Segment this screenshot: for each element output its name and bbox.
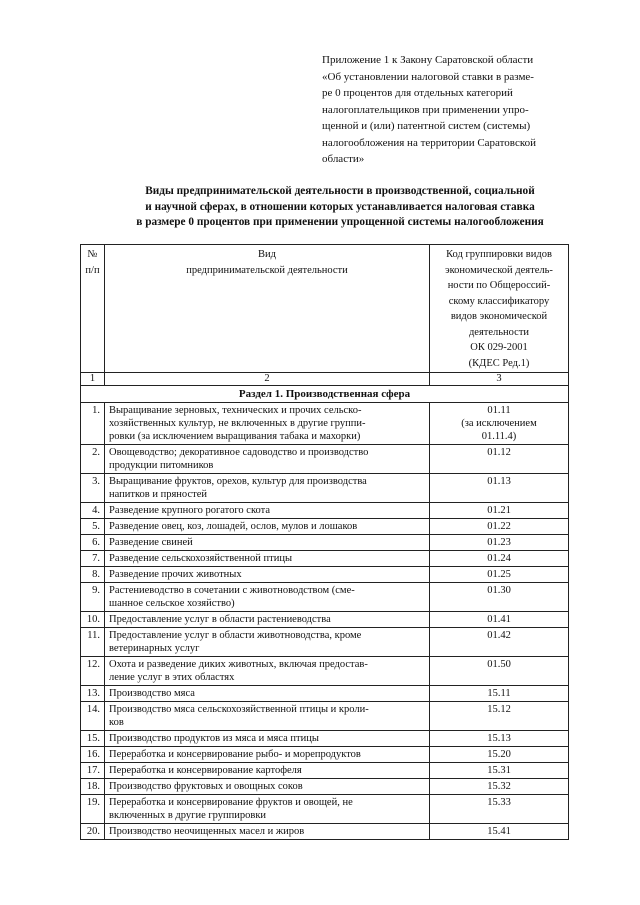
okved-code-cell: [430, 702, 569, 731]
okved-code-cell: [430, 657, 569, 686]
section-title: Раздел 1. Производственная сфера: [81, 386, 569, 403]
activity-line: ление услуг в этих областях: [109, 672, 235, 683]
header-code-line: ности по Общероссий-: [447, 280, 551, 291]
activity-line: ветеринарных услуг: [109, 643, 200, 654]
code-line: 01.22: [487, 521, 511, 532]
header-num-line: №: [87, 249, 98, 260]
row-number: 18.: [81, 779, 105, 795]
activity-line: Производство фруктовых и овощных соков: [109, 781, 303, 792]
table-row: [81, 403, 569, 445]
table-row: [81, 702, 569, 731]
activity-cell: [105, 779, 430, 795]
activity-line: включенных в другие группировки: [109, 810, 267, 821]
activity-line: Растениеводство в сочетании с животноводством (сме-: [109, 585, 355, 596]
code-line: 01.42: [487, 630, 511, 641]
column-index-cell: 2: [105, 373, 430, 386]
appendix-line: Приложение 1 к Закону Саратовской области: [322, 54, 534, 66]
activity-line: Разведение овец, коз, лошадей, ослов, мулов и лошаков: [109, 521, 358, 532]
activity-cell: [105, 747, 430, 763]
okved-code-cell: [430, 567, 569, 583]
table-row: [81, 503, 569, 519]
code-line: 15.12: [487, 704, 511, 715]
code-line: (за исключением: [461, 418, 537, 429]
activity-line: Разведение сельскохозяйственной птицы: [109, 553, 293, 564]
column-index-cell: 3: [430, 373, 569, 386]
code-line: 01.11.4): [481, 431, 517, 442]
table-row: [81, 657, 569, 686]
table-row: [81, 763, 569, 779]
okved-code-cell: [430, 779, 569, 795]
table-row: [81, 519, 569, 535]
row-number: 9.: [81, 583, 105, 612]
activity-line: Охота и разведение диких животных, включая предостав-: [109, 659, 368, 670]
code-line: 01.11: [487, 405, 511, 416]
title-line: в размере 0 процентов при применении упрощенной системы налогообложения: [136, 216, 544, 228]
activity-line: Разведение прочих животных: [109, 569, 242, 580]
activity-line: хозяйственных культур, не включенных в другие группи-: [109, 418, 366, 429]
row-number: 1.: [81, 403, 105, 445]
row-number: 12.: [81, 657, 105, 686]
activity-cell: [105, 763, 430, 779]
activity-line: ков: [109, 717, 124, 728]
activity-cell: [105, 445, 430, 474]
section-row: [81, 386, 569, 403]
activity-line: Производство мяса сельскохозяйственной птицы и кроли-: [109, 704, 369, 715]
table-row: [81, 795, 569, 824]
okved-code-cell: [430, 403, 569, 445]
activity-cell: [105, 519, 430, 535]
activity-line: ровки (за исключением выращивания табака и махорки): [109, 431, 361, 442]
row-number: 4.: [81, 503, 105, 519]
header-code-cell: [430, 245, 569, 373]
appendix-line: налогообложения на территории Саратовской: [322, 136, 536, 149]
code-line: 15.32: [487, 781, 511, 792]
table-row: [81, 445, 569, 474]
row-number: 10.: [81, 612, 105, 628]
okved-code-cell: [430, 612, 569, 628]
appendix-line: «Об установлении налоговой ставки в разме-: [322, 70, 534, 83]
header-activity-line: предпринимательской деятельности: [186, 264, 348, 276]
activity-line: Производство продуктов из мяса и мяса птицы: [109, 733, 319, 744]
appendix-line: ре 0 процентов для отдельных категорий: [322, 87, 513, 99]
activity-cell: [105, 628, 430, 657]
activity-cell: [105, 731, 430, 747]
header-code-line: Код группировки видов: [446, 249, 552, 260]
code-line: 15.33: [487, 797, 511, 808]
code-line: 01.12: [487, 447, 511, 458]
row-number: 3.: [81, 474, 105, 503]
code-line: 01.24: [487, 553, 511, 564]
header-code-line: (КДЕС Ред.1): [468, 357, 530, 369]
okved-code-cell: [430, 551, 569, 567]
title-line: Виды предпринимательской деятельности в производственной, социальной: [145, 185, 535, 197]
column-index-cell: 1: [81, 373, 105, 386]
activity-cell: [105, 702, 430, 731]
table-row: [81, 612, 569, 628]
row-number: 15.: [81, 731, 105, 747]
code-line: 15.41: [487, 826, 511, 837]
activity-cell: [105, 503, 430, 519]
activity-cell: [105, 612, 430, 628]
row-number: 16.: [81, 747, 105, 763]
row-number: 7.: [81, 551, 105, 567]
table-row: [81, 474, 569, 503]
activity-cell: [105, 583, 430, 612]
activity-line: Выращивание зерновых, технических и прочих сельско-: [109, 405, 362, 416]
header-code-line: скому классификатору: [448, 295, 550, 307]
row-number: 14.: [81, 702, 105, 731]
table-row: [81, 583, 569, 612]
row-number: 6.: [81, 535, 105, 551]
activity-table: [80, 244, 569, 840]
okved-code-cell: [430, 583, 569, 612]
table-row: [81, 551, 569, 567]
activity-line: Производство неочищенных масел и жиров: [109, 826, 305, 837]
header-activity-cell: [105, 245, 430, 373]
table-row: [81, 686, 569, 702]
code-line: 01.21: [487, 505, 511, 516]
activity-cell: [105, 567, 430, 583]
code-line: 15.20: [487, 749, 511, 760]
code-line: 15.13: [487, 733, 511, 744]
okved-code-cell: [430, 824, 569, 840]
okved-code-cell: [430, 445, 569, 474]
okved-code-cell: [430, 519, 569, 535]
code-line: 01.41: [487, 614, 511, 625]
activity-line: Овощеводство; декоративное садоводство и производство: [109, 447, 369, 458]
okved-code-cell: [430, 747, 569, 763]
row-number: 11.: [81, 628, 105, 657]
activity-cell: [105, 657, 430, 686]
header-num-cell: [81, 245, 105, 373]
activity-line: Предоставление услуг в области растениеводства: [109, 614, 331, 625]
row-number: 19.: [81, 795, 105, 824]
table-row: [81, 567, 569, 583]
okved-code-cell: [430, 731, 569, 747]
header-code-line: ОК 029-2001: [470, 342, 528, 353]
code-line: 01.13: [487, 476, 511, 487]
activity-line: Производство мяса: [109, 688, 195, 699]
activity-cell: [105, 403, 430, 445]
code-line: 01.25: [487, 569, 511, 580]
activity-cell: [105, 824, 430, 840]
activity-cell: [105, 535, 430, 551]
okved-code-cell: [430, 686, 569, 702]
table-row: [81, 535, 569, 551]
activity-line: Переработка и консервирование рыбо- и морепродуктов: [109, 749, 361, 760]
header-code-line: видов экономической: [450, 311, 548, 322]
table-header-row: [81, 245, 569, 373]
header-num-line: п/п: [85, 264, 100, 276]
activity-cell: [105, 551, 430, 567]
okved-code-cell: [430, 474, 569, 503]
header-code-line: деятельности: [468, 326, 530, 338]
title-line: и научной сферах, в отношении которых устанавливается налоговая ставка: [145, 200, 535, 213]
activity-cell: [105, 795, 430, 824]
row-number: 5.: [81, 519, 105, 535]
code-line: 01.23: [487, 537, 511, 548]
row-number: 13.: [81, 686, 105, 702]
appendix-line: налогоплательщиков при применении упро-: [322, 103, 529, 116]
activity-line: Разведение свиней: [109, 537, 193, 548]
column-index-row: [81, 373, 569, 386]
code-line: 15.31: [487, 765, 511, 776]
okved-code-cell: [430, 535, 569, 551]
table-row: [81, 824, 569, 840]
activity-line: Переработка и консервирование фруктов и овощей, не: [109, 797, 353, 808]
header-activity-line: Вид: [258, 249, 276, 260]
appendix-line: области»: [322, 153, 365, 165]
appendix-reference: [322, 52, 590, 168]
row-number: 8.: [81, 567, 105, 583]
activity-line: шанное сельское хозяйство): [109, 598, 235, 609]
document-title: [60, 184, 620, 231]
table-row: [81, 731, 569, 747]
header-code-line: экономической деятель-: [445, 264, 553, 276]
appendix-line: щенной и (или) патентной систем (системы): [322, 120, 531, 132]
activity-line: Выращивание фруктов, орехов, культур для производства: [109, 476, 367, 487]
table-row: [81, 747, 569, 763]
activity-cell: [105, 686, 430, 702]
activity-line: Переработка и консервирование картофеля: [109, 765, 302, 776]
activity-line: Разведение крупного рогатого скота: [109, 505, 270, 516]
table-row: [81, 628, 569, 657]
row-number: 2.: [81, 445, 105, 474]
row-number: 17.: [81, 763, 105, 779]
activity-cell: [105, 474, 430, 503]
okved-code-cell: [430, 763, 569, 779]
activity-line: Предоставление услуг в области животноводства, кроме: [109, 630, 362, 641]
code-line: 01.30: [487, 585, 511, 596]
code-line: 15.11: [487, 688, 511, 699]
okved-code-cell: [430, 628, 569, 657]
activity-line: продукции питомников: [109, 460, 214, 471]
okved-code-cell: [430, 795, 569, 824]
activity-line: напитков и пряностей: [109, 489, 207, 500]
row-number: 20.: [81, 824, 105, 840]
okved-code-cell: [430, 503, 569, 519]
table-row: [81, 779, 569, 795]
code-line: 01.50: [487, 659, 511, 670]
